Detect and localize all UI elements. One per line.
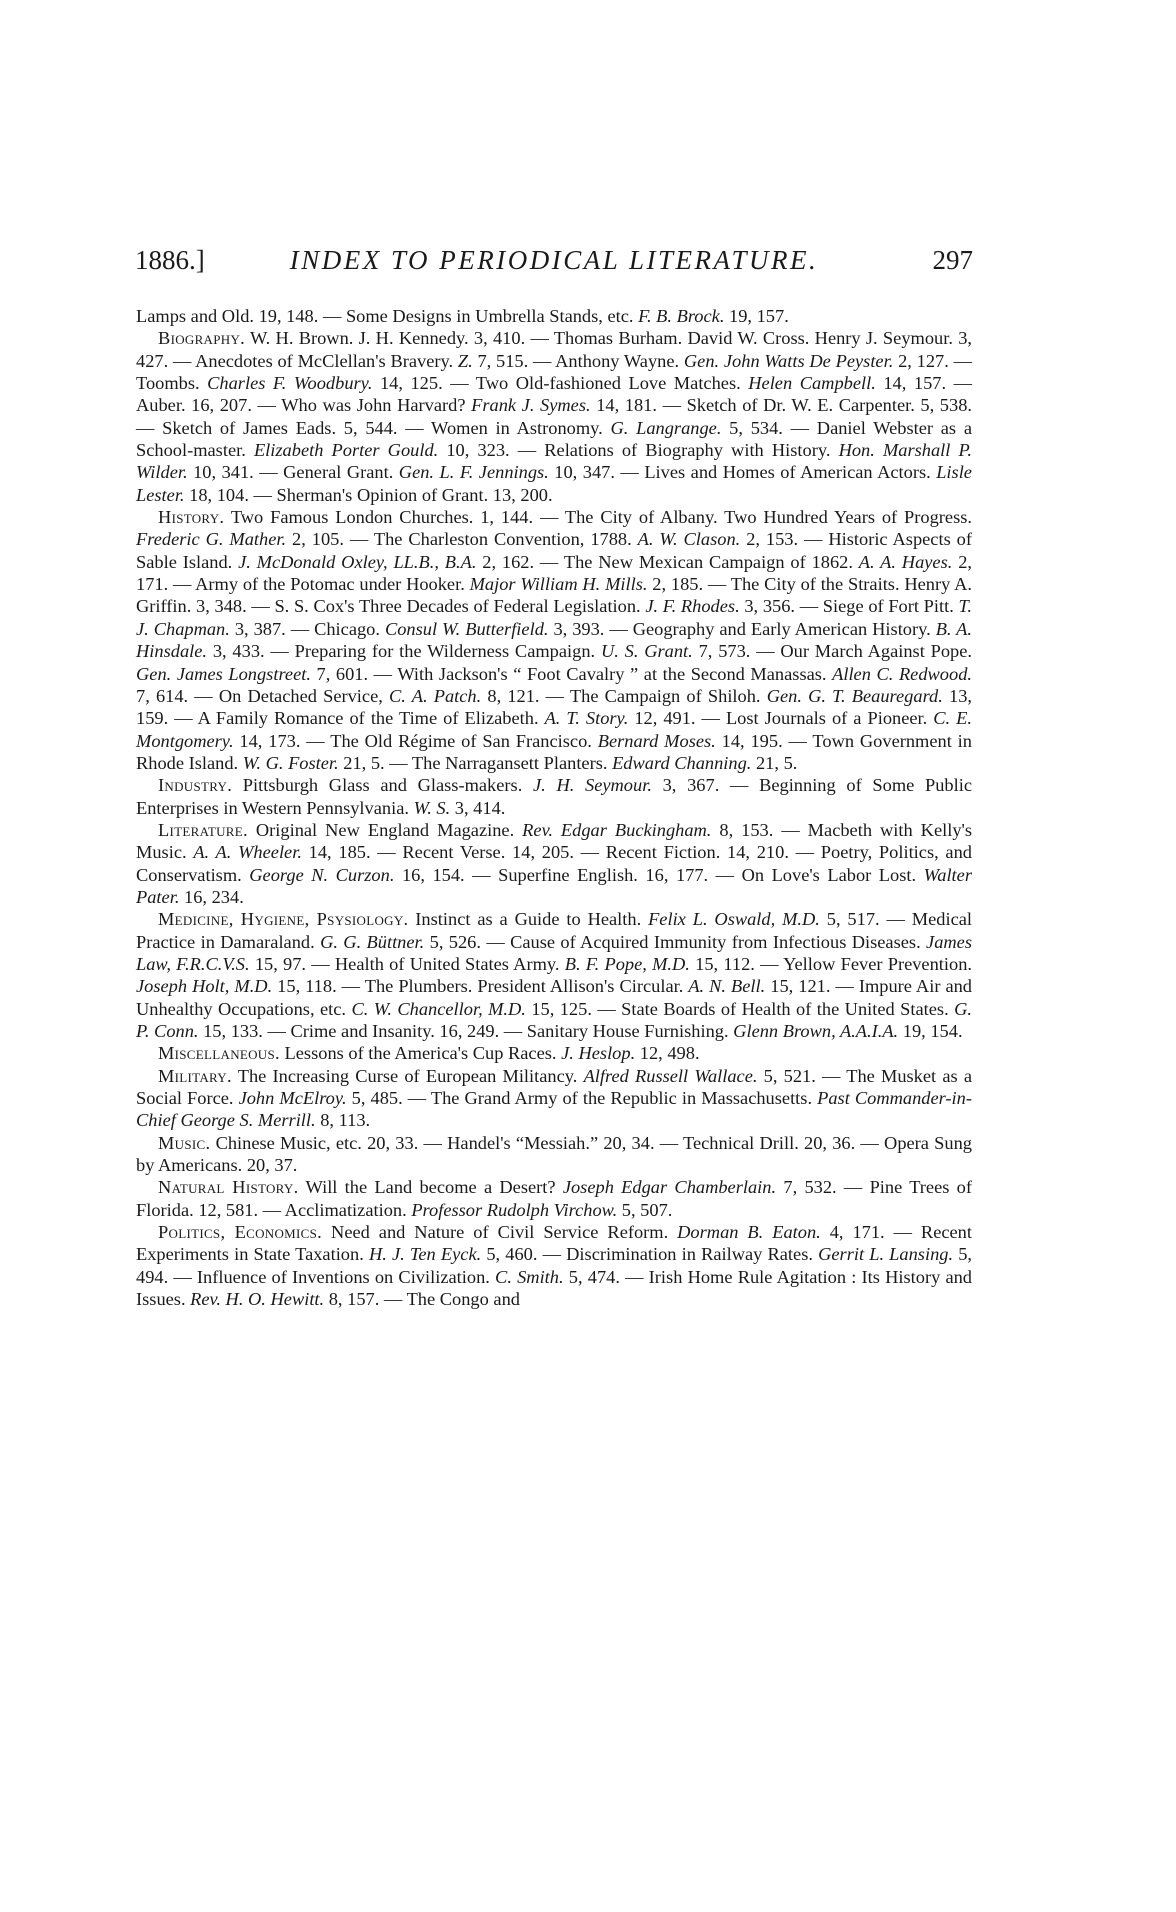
entry-text: Chinese Music, etc. 20, 33. — Handel's “Messiah.” 20, 34. — Technical Drill. 20, 36. — Opera Sung by Americans. 20, 37. [136,1132,972,1176]
entry-text: 15, 133. — Crime and Insanity. 16, 249. — Sanitary House Furnishing. [198,1021,734,1041]
subject-heading: Medicine, Hygiene, Psysiology. [158,909,409,930]
index-entry [136,819,972,908]
entry-text: 18, 104. — Sherman's Opinion of Grant. 13, 200. [184,484,553,505]
entry-text: 8, 121. — The Campaign of Shiloh. [481,685,767,706]
entry-text: 3, 387. — Chicago. [229,618,385,639]
subject-heading: Biography. [158,328,246,349]
subject-heading: Miscellaneous. [158,1043,280,1064]
index-entry [136,1176,972,1221]
entry-text: 14, 185. — Recent Verse. 14, 205. — Recent Fiction. 14, 210. — Poetry, Politics, and Conservatism. [136,842,972,885]
index-entry [136,774,972,819]
author-name: Professor Rudolph Virchow. [411,1199,618,1220]
author-name: Joseph Holt, M.D. [136,976,273,997]
entry-text: 10, 341. — General Grant. [187,462,399,483]
author-name: A. A. Hayes. [858,551,953,572]
entry-text: 21, 5. [751,752,798,773]
author-name: Rev. Edgar Buckingham. [522,819,712,840]
author-name: Gen. G. T. Beauregard. [766,685,943,706]
author-name: C. W. Chancellor, M.D. [351,998,526,1019]
author-name: A. W. Clason. [637,529,741,550]
subject-heading: Music. [158,1132,211,1153]
running-header [135,243,973,277]
subject-heading: Politics, Economics. [158,1222,323,1243]
index-entry [136,506,972,774]
author-name: James Law, F.R.C.V.S. [136,931,972,974]
index-entry [136,327,972,506]
entry-text: W. H. Brown. J. H. Kennedy. 3, 410. — Thomas Burham. David W. Cross. Henry J. Seymour. 3, 427. — Anecdotes of McClellan's Bravery. [136,328,972,371]
entry-text: 3, 393. — Geography and Early American History. [548,618,936,639]
entry-text: 5, 521. — The Musket as a Social Force. [136,1065,972,1109]
author-name: Lisle Lester. [136,462,972,505]
author-name: Gen. James Longstreet. [136,663,311,684]
entry-text: 19, 154. [898,1021,963,1041]
author-name: Helen Campbell. [748,373,876,394]
entry-text: 10, 347. — Lives and Homes of American Actors. [548,462,937,483]
index-entry [136,1065,972,1132]
author-name: B. F. Pope, M.D. [564,953,690,974]
entry-text: 19, 157. [724,306,789,326]
entry-text: 2, 171. — Army of the Potomac under Hooker. [136,551,972,595]
entry-text: 2, 127. — Toombs. [136,350,972,394]
entry-text: The Increasing Curse of European Militancy. [231,1065,584,1086]
author-name: Joseph Edgar Chamberlain. [562,1177,777,1198]
author-name: Edward Channing. [612,752,752,773]
author-name: Hon. Marshall P. Wilder. [136,440,972,483]
index-entry [136,908,972,1042]
author-name: A. A. Wheeler. [193,842,302,863]
author-name: Felix L. Oswald, M.D. [648,909,820,930]
page-number: 297 [932,245,973,275]
entry-text: 3, 414. [450,797,506,818]
author-name: Dorman B. Eaton. [677,1222,821,1243]
index-entry [136,1042,972,1064]
entry-text: 5, 474. — Irish Home Rule Agitation : Its History and Issues. [136,1266,972,1310]
entry-text: Need and Nature of Civil Service Reform. [322,1222,678,1243]
entry-text: 16, 234. [179,886,244,907]
subject-heading: Military. [158,1065,232,1086]
index-entry [136,1221,972,1310]
entry-text: 14, 195. — Town Government in Rhode Island. [136,730,972,773]
entry-text: 14, 125. — Two Old-fashioned Love Matches. [372,373,749,394]
entry-text: 2, 105. — The Charleston Convention, 1788. [286,529,638,550]
header-title: INDEX TO PERIODICAL LITERATURE. [289,245,819,275]
entry-text: 7, 601. — With Jackson's “ Foot Cavalry ” at the Second Manassas. [310,663,833,684]
entry-text: Will the Land become a Desert? [298,1177,563,1198]
entry-text: 5, 460. — Discrimination in Railway Rates. [481,1244,819,1265]
author-name: Frank J. Symes. [471,395,591,416]
entry-text: 16, 154. — Superfine English. 16, 177. — On Love's Labor Lost. [394,864,924,885]
author-name: Gerrit L. Lansing. [818,1244,954,1265]
author-name: C. E. Montgomery. [136,708,972,751]
entry-text: 7, 573. — Our March Against Pope. [692,641,972,662]
entry-text: 5, 534. — Daniel Webster as a School-master. [136,417,972,461]
author-name: C. A. Patch. [389,685,482,706]
author-name: B. A. Hinsdale. [136,618,972,662]
entry-text: Two Famous London Churches. 1, 144. — The City of Albany. Two Hundred Years of Progress. [224,507,972,528]
author-name: Consul W. Butterfield. [384,618,549,639]
author-name: Allen C. Redwood. [832,663,972,684]
entry-text: 5, 517. — Medical Practice in Damaraland. [136,909,973,952]
entry-text: 3, 367. — Beginning of Some Public Enterprises in Western Pennsylvania. [136,775,972,818]
author-name: Frederic G. Mather. [136,529,287,550]
author-name: G. G. Büttner. [320,931,425,952]
entry-text: 5, 526. — Cause of Acquired Immunity from Infectious Diseases. [424,931,927,952]
entry-text: 7, 532. — Pine Trees of Florida. 12, 581. — Acclimatization. [136,1177,972,1220]
entry-text: 5, 507. [617,1199,673,1220]
subject-heading: Industry. [158,775,233,796]
author-name: George N. Curzon. [249,864,395,885]
entry-text: 14, 181. — Sketch of Dr. W. E. Carpenter. 5, 538. — Sketch of James Eads. 5, 544. — Women in Astronomy. [136,395,972,438]
entry-text: 15, 125. — State Boards of Health of the United States. [525,998,955,1019]
entry-text: 7, 515. — Anthony Wayne. [472,350,684,371]
author-name: A. T. Story. [544,708,629,729]
entry-text: 12, 491. — Lost Journals of a Pioneer. [628,708,934,729]
author-name: H. J. Ten Eyck. [368,1244,482,1265]
author-name: C. Smith. [495,1266,564,1287]
author-name: J. H. Seymour. [532,775,652,796]
entry-text: 2, 162. — The New Mexican Campaign of 1862. [476,551,859,572]
entry-text: 15, 118. — The Plumbers. President Allison's Circular. [272,976,689,997]
author-name: T. J. Chapman. [136,596,972,639]
subject-heading: Literature. [158,819,248,840]
author-name: Glenn Brown, A.A.I.A. [733,1021,899,1041]
index-entry [136,305,972,327]
author-name: Elizabeth Porter Gould. [253,440,439,461]
entry-text: Lessons of the America's Cup Races. [279,1043,562,1064]
author-name: Alfred Russell Wallace. [583,1065,758,1086]
entry-text: 10, 323. — Relations of Biography with History. [438,440,839,461]
author-name: G. P. Conn. [136,998,972,1041]
index-body [136,305,972,1310]
entry-text: 15, 97. — Health of United States Army. [249,953,565,974]
entry-text: 7, 614. — On Detached Service, [136,685,390,706]
entry-text: Lamps and Old. 19, 148. — Some Designs in Umbrella Stands, etc. [136,306,639,326]
index-entry [136,1132,972,1177]
entry-text: 15, 121. — Impure Air and Unhealthy Occupations, etc. [136,976,972,1019]
author-name: U. S. Grant. [600,641,693,662]
entry-text: Original New England Magazine. [247,819,523,840]
author-name: A. N. Bell. [688,976,766,997]
entry-text: 2, 153. — Historic Aspects of Sable Island. [136,529,972,572]
author-name: Gen. John Watts De Peyster. [683,350,894,371]
header-year: 1886.] [135,245,205,275]
author-name: Bernard Moses. [597,730,716,751]
entry-text: 15, 112. — Yellow Fever Prevention. [689,953,972,974]
entry-text: 3, 356. — Siege of Fort Pitt. [739,596,959,617]
author-name: W. G. Foster. [242,752,339,773]
subject-heading: History. [158,507,225,528]
author-name: G. Langrange. [610,417,722,438]
entry-text: Instinct as a Guide to Health. [408,909,649,930]
entry-text: 8, 157. — The Congo and [324,1289,520,1310]
author-name: J. F. Rhodes. [645,596,740,617]
entry-text: 14, 173. — The Old Régime of San Francisco. [233,730,598,751]
author-name: J. McDonald Oxley, LL.B., B.A. [238,551,477,572]
entry-text: 8, 153. — Macbeth with Kelly's Music. [136,819,972,863]
entry-text: 5, 494. — Influence of Inventions on Civilization. [136,1244,972,1287]
author-name: Rev. H. O. Hewitt. [190,1289,325,1310]
entry-text: 3, 433. — Preparing for the Wilderness Campaign. [207,641,601,662]
entry-text: 13, 159. — A Family Romance of the Time of Elizabeth. [136,685,972,729]
author-name: Charles F. Woodbury. [207,373,373,394]
entry-text: 5, 485. — The Grand Army of the Republic in Massachusetts. [346,1088,818,1109]
entry-text: 8, 113. [315,1110,371,1131]
subject-heading: Natural History. [158,1177,299,1198]
author-name: Gen. L. F. Jennings. [398,462,549,483]
entry-text: 21, 5. — The Narragansett Planters. [338,752,613,773]
author-name: John McElroy. [238,1088,347,1109]
author-name: Past Commander-in-Chief George S. Merrill. [136,1088,972,1131]
entry-text: 12, 498. [635,1043,700,1064]
author-name: F. B. Brock. [638,306,725,326]
entry-text: 4, 171. — Recent Experiments in State Taxation. [136,1222,972,1265]
author-name: J. Heslop. [561,1043,636,1064]
author-name: Z. [457,350,473,371]
author-name: Walter Pater. [136,864,972,907]
author-name: Major William H. Mills. [469,574,648,595]
entry-text: Pittsburgh Glass and Glass-makers. [232,775,533,796]
entry-text: 2, 185. — The City of the Straits. Henry A. Griffin. 3, 348. — S. S. Cox's Three Decades of Federal Legislation. [136,574,972,617]
entry-text: 14, 157. — Auber. 16, 207. — Who was John Harvard? [136,373,972,416]
author-name: W. S. [413,797,451,818]
